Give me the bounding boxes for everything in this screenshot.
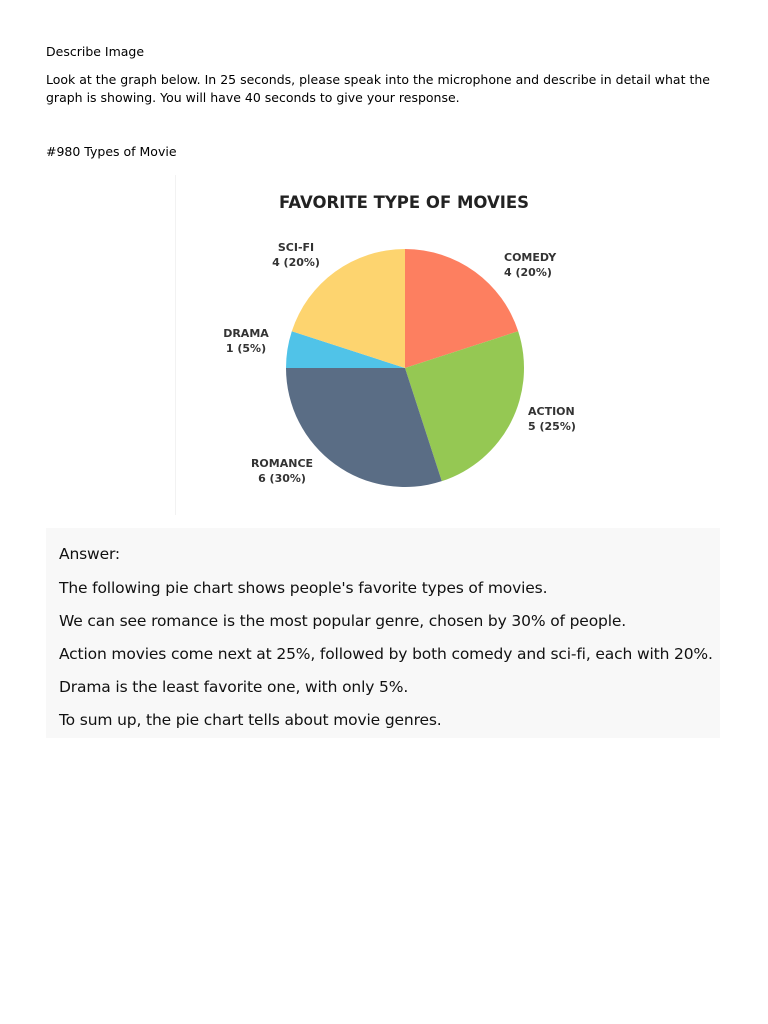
slice-value-comedy: 4 (20%) [504, 266, 552, 279]
answer-line: We can see romance is the most popular genre, chosen by 30% of people. [59, 612, 627, 630]
slice-label-action: ACTION [528, 405, 575, 418]
slice-label-comedy: COMEDY [504, 251, 557, 264]
answer-line: To sum up, the pie chart tells about movie genres. [59, 711, 442, 729]
slice-value-action: 5 (25%) [528, 420, 576, 433]
answer-line: Drama is the least favorite one, with only 5%. [59, 678, 409, 696]
page-heading: Describe Image [46, 44, 145, 59]
pie-chart-figure [175, 175, 586, 515]
pie-chart [176, 175, 586, 515]
answer-heading: Answer: [59, 545, 120, 563]
instructions-text: Look at the graph below. In 25 seconds, please speak into the microphone and describe in detail what the graph is showing. You will have 40 seconds to give your response. [46, 72, 710, 105]
chart-title: FAVORITE TYPE OF MOVIES [278, 193, 530, 212]
slice-value-sci-fi: 4 (20%) [272, 256, 320, 269]
answer-box [46, 528, 720, 738]
slice-value-romance: 6 (30%) [258, 472, 306, 485]
question-number: #980 Types of Movie [46, 144, 177, 159]
slice-label-romance: ROMANCE [250, 457, 314, 470]
slice-value-drama: 1 (5%) [225, 342, 267, 355]
slice-label-sci-fi: SCI-FI [277, 241, 315, 254]
answer-line: Action movies come next at 25%, followed by both comedy and sci-fi, each with 20%. [59, 645, 713, 663]
slice-label-drama: DRAMA [223, 327, 269, 340]
answer-line: The following pie chart shows people's favorite types of movies. [59, 579, 548, 597]
